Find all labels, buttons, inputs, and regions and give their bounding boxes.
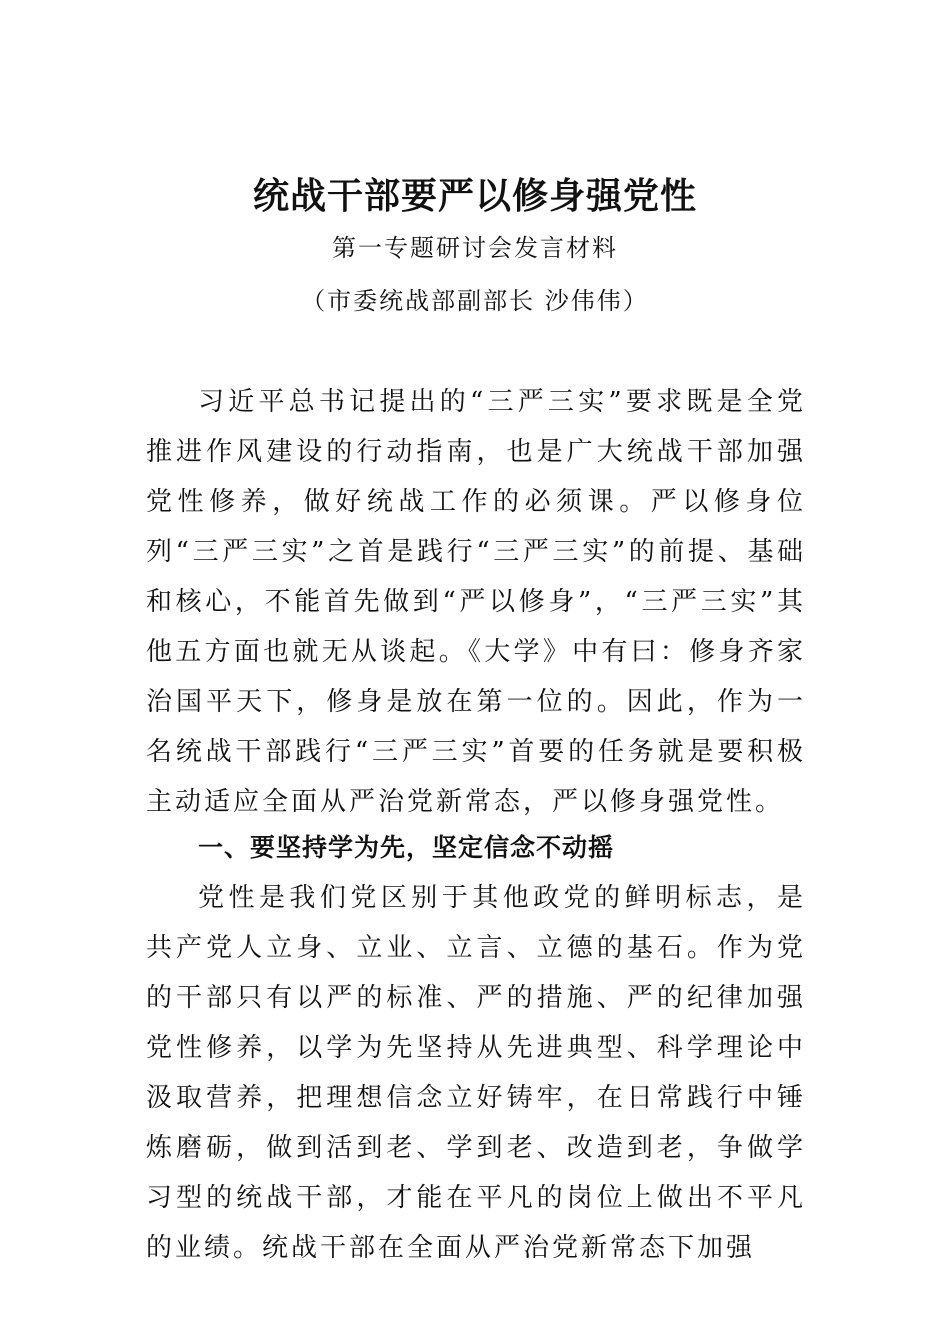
document-subtitle: 第一专题研讨会发言材料 <box>332 234 618 262</box>
intro-paragraph: 习近平总书记提出的“三严三实”要求既是全党推进作风建设的行动指南，也是广大统战干部加强党性修养，做好统战工作的必须课。严以修身位列“三严三实”之首是践行“三严三实”的前提、基础和核心，不能首先做到“严以修身”，“三严三实”其他五方面也就无从谈起。《大学》中有曰：修身齐家治国平天下，修身是放在第一位的。因此，作为一名统战干部践行“三严三实”首要的任务就是要积极主动适应全面从严治党新常态，严以修身强党性。 <box>146 387 806 817</box>
section-heading: 一、要坚持学为先，坚定信念不动摇 <box>198 833 615 862</box>
section-paragraph: 党性是我们党区别于其他政党的鲜明标志，是共产党人立身、立业、立言、立德的基石。作为党的干部只有以严的标准、严的措施、严的纪律加强党性修养，以学为先坚持从先进典型、科学理论中汲取营养，把理想信念立好铸牢，在日常践行中锤炼磨砺，做到活到老、学到老、改造到老，争做学习型的统战干部，才能在平凡的岗位上做出不平凡的业绩。统战干部在全面从严治党新常态下加强 <box>146 883 806 1263</box>
document-title: 统战干部要严以修身强党性 <box>252 175 697 217</box>
document-author: （市委统战部副部长 沙伟伟） <box>301 287 649 315</box>
